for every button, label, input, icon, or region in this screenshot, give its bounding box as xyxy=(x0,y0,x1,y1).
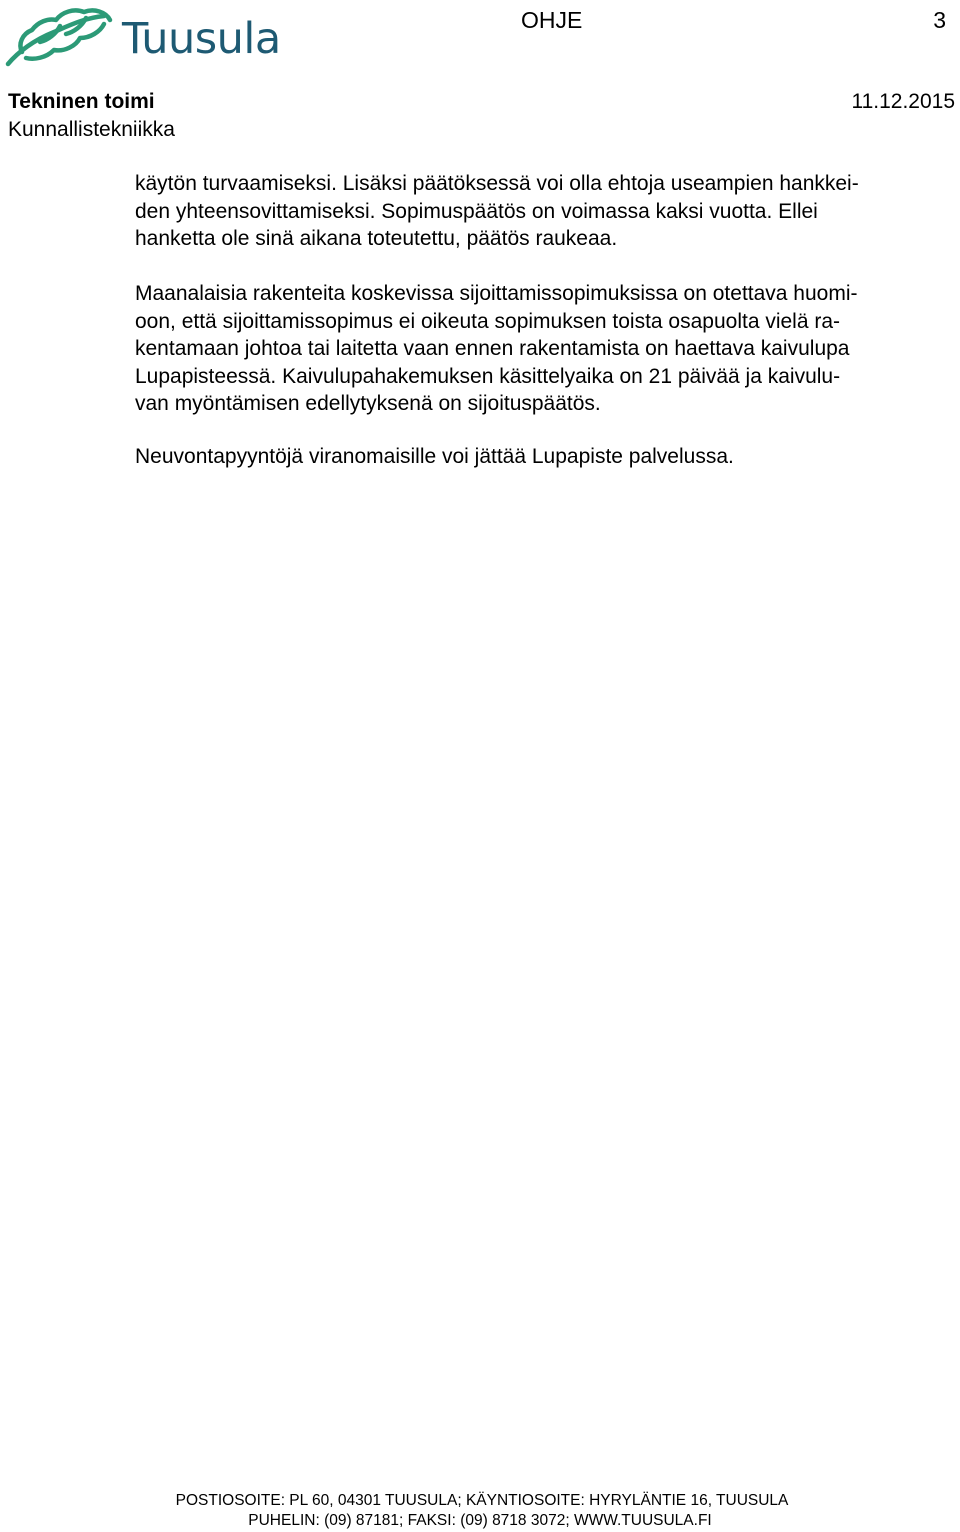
unit-name: Kunnallistekniikka xyxy=(8,118,175,141)
paragraph-line: van myöntämisen edellytyksenä on sijoituspäätös. xyxy=(135,392,601,415)
paragraph-3 xyxy=(135,443,935,471)
paragraph-line: den yhteensovittamiseksi. Sopimuspäätös on voimassa kaksi vuotta. Ellei xyxy=(135,199,818,223)
paragraph-line: oon, että sijoittamissopimus ei oikeuta sopimuksen toista osapuolta vielä ra- xyxy=(135,309,841,333)
document-date: 11.12.2015 xyxy=(851,90,955,113)
page-number: 3 xyxy=(933,7,946,33)
department-name: Tekninen toimi xyxy=(8,90,155,113)
tuusula-logo xyxy=(4,4,296,70)
footer-address: POSTIOSOITE: PL 60, 04301 TUUSULA; KÄYNTIOSOITE: HYRYLÄNTIE 16, TUUSULA xyxy=(175,1492,789,1509)
paragraph-line: käytön turvaamiseksi. Lisäksi päätöksessä voi olla ehtoja useampien hankkei- xyxy=(135,172,859,195)
paragraph-line: Lupapisteessä. Kaivulupahakemuksen käsittelyaika on 21 päivää ja kaivulu- xyxy=(135,364,841,388)
paragraph-line: hanketta ole sinä aikana toteutettu, päätös raukeaa. xyxy=(135,227,618,250)
footer-contact: PUHELIN: (09) 87181; FAKSI: (09) 8718 3072; WWW.TUUSULA.FI xyxy=(248,1512,712,1529)
paragraph-line: Maanalaisia rakenteita koskevissa sijoittamissopimuksissa on otettava huomi- xyxy=(135,282,858,305)
logo-wordmark: Tuusula xyxy=(122,14,281,64)
paragraph-2 xyxy=(135,280,935,418)
paragraph-line: Neuvontapyyntöjä viranomaisille voi jättää Lupapiste palvelussa. xyxy=(135,445,734,468)
paragraph-1 xyxy=(135,170,935,253)
paragraph-line: kentamaan johtoa tai laitetta vaan ennen rakentamista on haettava kaivulupa xyxy=(135,337,850,360)
document-type: OHJE xyxy=(521,7,583,33)
oak-leaf-logo-icon xyxy=(4,4,124,70)
